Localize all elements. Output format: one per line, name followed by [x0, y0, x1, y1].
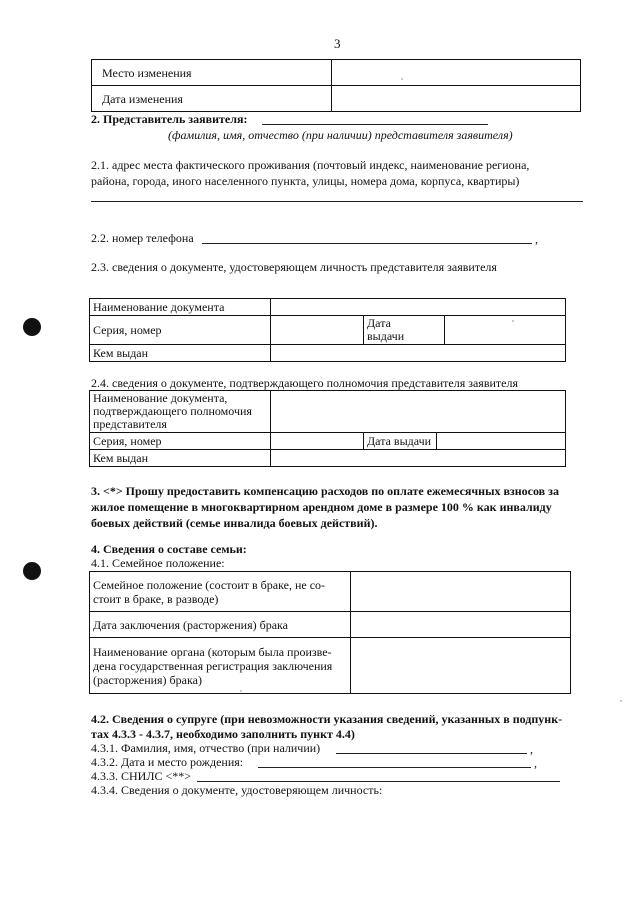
id-doc-date-field[interactable] — [445, 316, 566, 345]
id-doc-date-label-1: Дата — [367, 316, 391, 330]
spouse-fio-comma: , — [530, 742, 533, 756]
auth-doc-series-field[interactable] — [271, 433, 364, 450]
phone-comma: , — [535, 232, 538, 246]
registry-office-label — [90, 638, 351, 694]
spouse-birth-label: 4.3.2. Дата и место рождения: — [91, 755, 244, 769]
section3-line1: 3. <*> Прошу предоставить компенсацию расходов по оплате ежемесячных взносов за — [91, 484, 559, 498]
marital-status-field[interactable] — [351, 572, 571, 612]
punch-hole-bottom — [23, 562, 41, 580]
address-field[interactable] — [91, 201, 583, 202]
scan-mark — [240, 690, 242, 692]
spouse-birth-field[interactable] — [258, 767, 531, 768]
section2-subtitle: (фамилия, имя, отчество (при наличии) представителя заявителя) — [168, 128, 513, 142]
change-date-field[interactable] — [332, 86, 581, 112]
spouse-id-doc-label: 4.3.4. Сведения о документе, удостоверяющем личность: — [91, 783, 383, 797]
auth-doc-name-field[interactable] — [271, 391, 566, 433]
auth-doc-series-label: Серия, номер — [90, 433, 271, 450]
marital-status-label-2: стоит в браке, в разводе) — [93, 591, 219, 606]
section3-line3: боевых действий (семье инвалида боевых действий). — [91, 516, 378, 530]
registry-office-label-1: Наименование органа (которым была произве- — [93, 644, 332, 659]
auth-doc-name-label-2: подтверждающего полномочия — [93, 404, 252, 418]
change-place-field[interactable] — [332, 60, 581, 86]
spouse-title-line2: тах 4.3.3 - 4.3.7, необходимо заполнить пункт 4.4) — [91, 727, 355, 741]
scan-mark — [620, 700, 622, 702]
id-doc-date-label — [364, 316, 445, 345]
auth-doc-issued-field[interactable] — [271, 450, 566, 467]
change-table — [91, 59, 581, 112]
id-doc-name-field[interactable] — [271, 299, 566, 316]
scan-mark — [512, 320, 514, 322]
auth-doc-label: 2.4. сведения о документе, подтверждающего полномочия представителя заявителя — [91, 376, 518, 390]
registry-office-field[interactable] — [351, 638, 571, 694]
address-label-line1: 2.1. адрес места фактического проживания (почтовый индекс, наименование региона, — [91, 158, 530, 172]
spouse-title-line1: 4.2. Сведения о супруге (при невозможности указания сведений, указанных в подпунк- — [91, 712, 563, 726]
family-status-label: 4.1. Семейное положение: — [91, 556, 225, 570]
representative-name-field[interactable] — [262, 124, 488, 125]
marital-status-label-1: Семейное положение (состоит в браке, не со- — [93, 577, 326, 592]
registry-office-label-3: (расторжения) брака) — [93, 672, 202, 687]
section2-title: 2. Представитель заявителя: — [91, 112, 248, 126]
marital-status-label — [90, 572, 351, 612]
section3-line2: жилое помещение в многоквартирном арендном доме в размере 100 % как инвалиду — [91, 500, 552, 514]
id-doc-date-label-2: выдачи — [367, 329, 405, 343]
section4-title: 4. Сведения о составе семьи: — [91, 542, 247, 556]
id-doc-name-label: Наименование документа — [90, 299, 271, 316]
phone-label: 2.2. номер телефона — [91, 231, 194, 245]
auth-doc-name-label-1: Наименование документа, — [93, 391, 228, 405]
id-doc-series-label: Серия, номер — [90, 316, 271, 345]
punch-hole-top — [23, 318, 41, 336]
auth-doc-issued-label: Кем выдан — [90, 450, 271, 467]
spouse-fio-field[interactable] — [336, 753, 527, 754]
auth-doc-name-label — [90, 391, 271, 433]
page-number: 3 — [334, 36, 341, 51]
auth-doc-table — [89, 390, 566, 467]
auth-doc-date-label: Дата выдачи — [364, 433, 437, 450]
scan-mark — [401, 78, 403, 80]
registry-office-label-2: дена государственная регистрация заключения — [93, 658, 333, 673]
family-table — [89, 571, 571, 694]
auth-doc-date-field[interactable] — [437, 433, 566, 450]
spouse-birth-comma: , — [534, 756, 537, 770]
id-doc-label: 2.3. сведения о документе, удостоверяющем личность представителя заявителя — [91, 260, 497, 274]
id-doc-issued-label: Кем выдан — [90, 345, 271, 362]
spouse-snils-label: 4.3.3. СНИЛС <**> — [91, 769, 192, 783]
change-date-label: Дата изменения — [92, 86, 332, 112]
phone-field[interactable] — [202, 243, 532, 244]
marriage-date-label: Дата заключения (расторжения) брака — [90, 612, 351, 638]
change-place-label: Место изменения — [92, 60, 332, 86]
id-doc-series-field[interactable] — [271, 316, 364, 345]
id-doc-table — [89, 298, 566, 362]
marriage-date-field[interactable] — [351, 612, 571, 638]
address-label-line2: района, города, иного населенного пункта, улицы, номера дома, корпуса, квартиры) — [91, 174, 520, 188]
id-doc-issued-field[interactable] — [271, 345, 566, 362]
spouse-snils-field[interactable] — [197, 781, 560, 782]
spouse-fio-label: 4.3.1. Фамилия, имя, отчество (при наличии) — [91, 741, 321, 755]
auth-doc-name-label-3: представителя — [93, 417, 167, 431]
